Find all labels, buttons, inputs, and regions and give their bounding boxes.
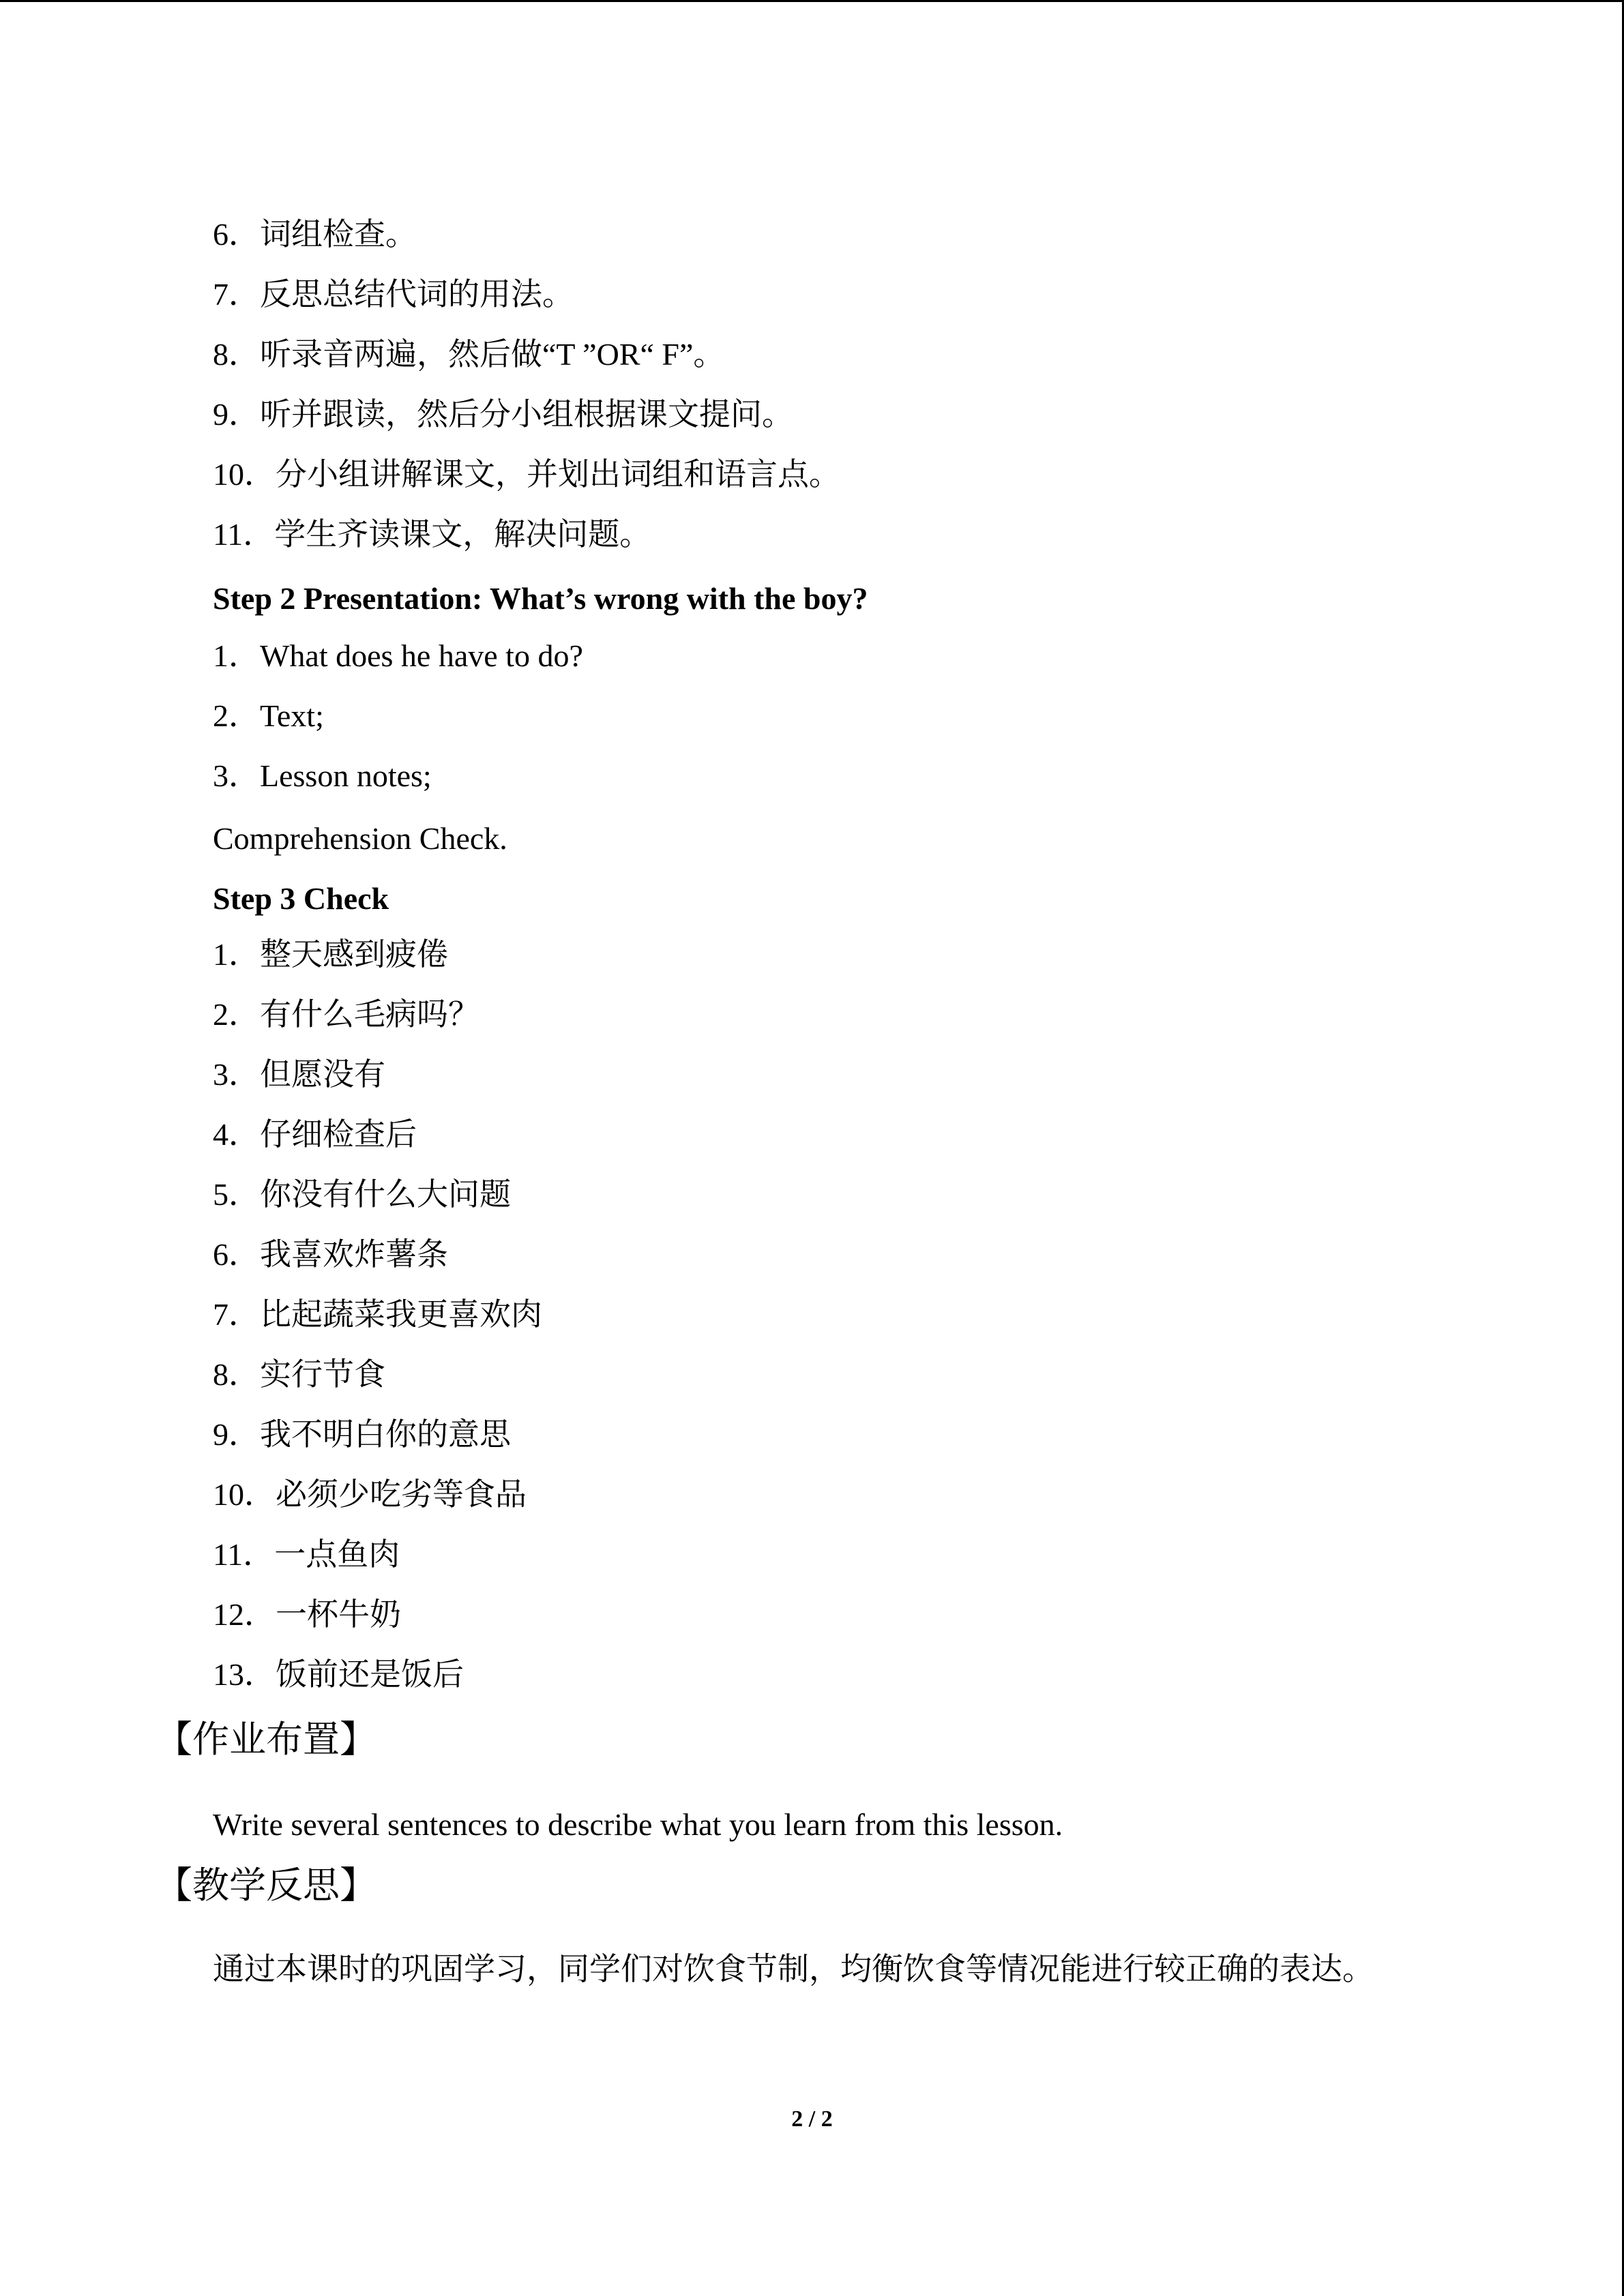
list-item: 5．你没有什么大问题	[213, 1177, 511, 1212]
list-item: 8．听录音两遍，然后做“T ”OR“ F”。	[213, 337, 725, 372]
list-item: 7．比起蔬菜我更喜欢肉	[213, 1297, 542, 1332]
list-item: 1．What does he have to do?	[213, 638, 583, 673]
list-item: 13．饭前还是饭后	[213, 1657, 464, 1692]
list-item: 2．Text;	[213, 698, 324, 733]
list-item: 9．我不明白你的意思	[213, 1417, 511, 1452]
list-item: 10．必须少吃劣等食品	[213, 1477, 527, 1512]
step2-title: Step 2 Presentation: What’s wrong with the boy?	[213, 581, 868, 616]
list-item: 10．分小组讲解课文，并划出词组和语言点。	[213, 457, 840, 492]
step3-title: Step 3 Check	[213, 881, 389, 916]
list-item: 3．Lesson notes;	[213, 758, 432, 793]
list-item: 8．实行节食	[213, 1357, 385, 1392]
reflection-heading: 【教学反思】	[156, 1864, 377, 1907]
page-border-top	[0, 0, 1624, 2]
list-item: 11．一点鱼肉	[213, 1537, 400, 1572]
list-item: 6．词组检查。	[213, 217, 417, 252]
list-item: 7．反思总结代词的用法。	[213, 277, 574, 312]
homework-text: Write several sentences to describe what you learn from this lesson.	[213, 1807, 1063, 1842]
reflection-text: 通过本课时的巩固学习，同学们对饮食节制，均衡饮食等情况能进行较正确的表达。	[213, 1952, 1374, 1986]
page-number: 2 / 2	[791, 2106, 833, 2132]
list-item: 2．有什么毛病吗？	[213, 997, 479, 1032]
homework-heading: 【作业布置】	[156, 1718, 377, 1761]
list-item: 3．但愿没有	[213, 1057, 385, 1092]
list-item: 11．学生齐读课文，解决问题。	[213, 517, 651, 552]
list-item: 9．听并跟读，然后分小组根据课文提问。	[213, 397, 793, 432]
list-item: 12．一杯牛奶	[213, 1597, 401, 1632]
comprehension-check: Comprehension Check.	[213, 821, 507, 856]
list-item: 1．整天感到疲倦	[213, 937, 448, 972]
list-item: 6．我喜欢炸薯条	[213, 1237, 448, 1272]
list-item: 4．仔细检查后	[213, 1117, 417, 1152]
